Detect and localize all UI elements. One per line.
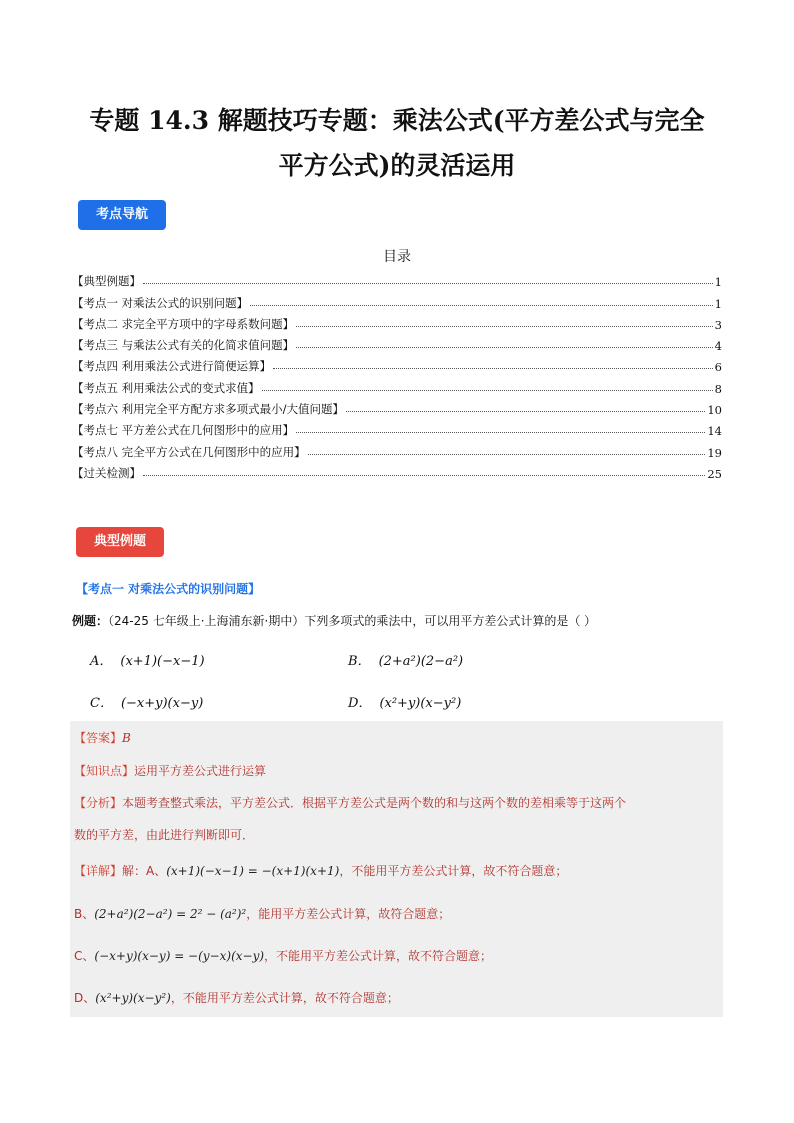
detail-line-c: C、(−x+y)(x−y) = −(y−x)(x−y)，不能用平方差公式计算，故不符合题意；: [74, 949, 493, 963]
example-text: （24-25 七年级上·上海浦东新·期中）下列多项式的乘法中，可以用平方差公式计算的是（ ）: [108, 614, 597, 628]
option-b: B． (2+a²)(2−a²): [348, 654, 464, 669]
toc-row[interactable]: 【考点一 对乘法公式的识别问题】 1: [72, 295, 722, 311]
title-line-2: 平方公式)的灵活运用: [278, 151, 516, 180]
toc-row[interactable]: 【考点六 利用完全平方配方求多项式最小/大值问题】 10: [72, 402, 722, 418]
toc-row[interactable]: 【考点二 求完全平方项中的字母系数问题】 3: [72, 316, 722, 332]
analysis-line-1: 【分析】本题考查整式乘法，平方差公式．根据平方差公式是两个数的和与这两个数的差相乘等于这两个: [74, 796, 627, 810]
nav-badge: 考点导航: [78, 200, 166, 230]
title-line-1: 专题 14.3 解题技巧专题：乘法公式(平方差公式与完全: [89, 106, 705, 135]
toc-title: 目录: [383, 249, 411, 265]
option-d: D． (x²+y)(x−y²): [348, 696, 462, 711]
example-label: 例题：: [72, 614, 109, 628]
toc-row[interactable]: 【考点四 利用乘法公式进行简便运算】 6: [72, 359, 722, 375]
option-a: A． (x+1)(−x−1): [90, 654, 205, 669]
document-title: [60, 98, 734, 188]
knowledge-line: 【知识点】运用平方差公式进行运算: [74, 764, 267, 778]
answer-line: 【答案】B: [74, 731, 131, 745]
example-question: [72, 612, 596, 629]
detail-line-a: 【详解】解：A、(x+1)(−x−1) = −(x+1)(x+1)，不能用平方差公式计算，故不符合题意；: [74, 864, 568, 878]
option-c: C． (−x+y)(x−y): [90, 696, 204, 711]
detail-line-d: D、(x²+y)(x−y²)，不能用平方差公式计算，故不符合题意；: [74, 991, 399, 1005]
toc-row[interactable]: 【考点三 与乘法公式有关的化简求值问题】 4: [72, 338, 722, 354]
toc-row[interactable]: 【考点八 完全平方公式在几何图形中的应用】 19: [72, 444, 722, 460]
example-badge: 典型例题: [76, 527, 164, 557]
toc-row[interactable]: 【过关检测】 25: [72, 465, 722, 481]
section-heading: 【考点一 对乘法公式的识别问题】: [76, 582, 261, 596]
toc-row[interactable]: 【典型例题】 1: [72, 274, 722, 290]
toc-row[interactable]: 【考点七 平方差公式在几何图形中的应用】 14: [72, 423, 722, 439]
toc-row[interactable]: 【考点五 利用乘法公式的变式求值】 8: [72, 380, 722, 396]
table-of-contents: [72, 268, 722, 481]
analysis-line-2: 数的平方差，由此进行判断即可．: [74, 828, 255, 842]
detail-line-b: B、(2+a²)(2−a²) = 2² − (a²)²，能用平方差公式计算，故符合题意；: [74, 907, 451, 921]
